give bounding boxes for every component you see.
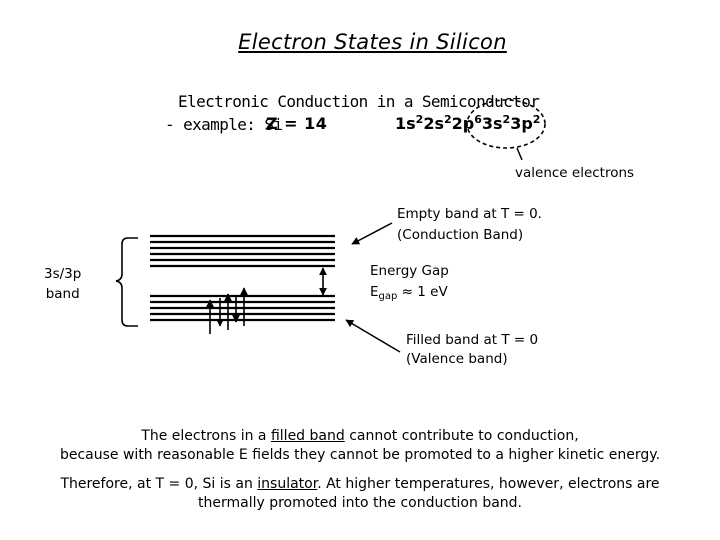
paragraph-filled-band: The electrons in a filled band cannot contribute to conduction, because with reasonable E fields they cannot be promoted to a higher kinetic energy. — [59, 428, 661, 463]
filled-band-arrow — [346, 320, 400, 352]
paragraph-insulator: Therefore, at T = 0, Si is an insulator. At higher temperatures, however, electrons are thermally promoted into the conduction band. — [60, 476, 660, 511]
orbital-3p: $3p^2$ — [510, 113, 541, 133]
valence-electrons-label: valence electrons — [515, 165, 635, 181]
orbital-3s: $3s^2$ — [481, 113, 511, 133]
orbital-1s: $1s^2$ — [395, 113, 424, 133]
page-title: Electron States in Silicon — [238, 30, 507, 54]
example-label: - example: Si — [165, 115, 283, 134]
band-label: 3s/3p band — [44, 266, 82, 302]
orbital-2s: $2s^2$ — [423, 113, 452, 133]
subtitle: Electronic Conduction in a Semiconductor — [178, 92, 540, 111]
valence-circle — [467, 100, 545, 148]
valence-band — [150, 296, 335, 320]
conduction-band — [150, 236, 335, 266]
empty-band-arrow — [352, 223, 392, 244]
filled-band-label: Filled band at T = 0 (Valence band) — [406, 332, 539, 367]
band-bracket — [116, 238, 138, 326]
atomic-number: Z = 14 — [266, 114, 328, 133]
valence-pointer — [517, 148, 522, 160]
empty-band-label: Empty band at T = 0. (Conduction Band) — [397, 206, 542, 243]
orbital-2p: $2p^6$ — [451, 113, 482, 133]
energy-gap-label: Energy Gap $E_{gap} \approx 1$ eV — [370, 263, 449, 302]
